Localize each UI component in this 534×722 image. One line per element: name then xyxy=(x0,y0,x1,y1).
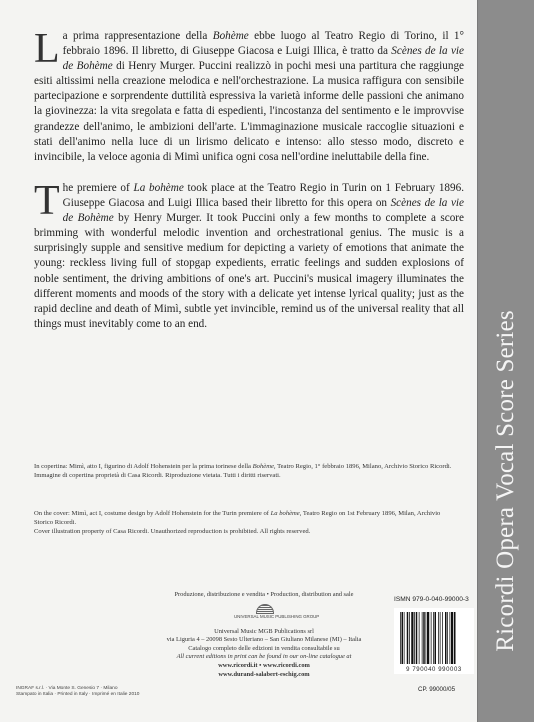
barcode-bar xyxy=(442,612,443,664)
production-info xyxy=(146,591,382,679)
text-segment: On the cover: Mimì, act I, costume design by Adolf Hohenstein for the Turin premiere of xyxy=(34,510,271,517)
barcode-bar xyxy=(422,612,423,664)
source-title: Scènes de la vie de Bohème xyxy=(62,45,464,73)
barcode-digits: 9 790040 990003 xyxy=(406,667,462,673)
company-address: via Liguria 4 – 20098 Sesto Ulteriano – San Giuliano Milanese (MI) – Italia xyxy=(166,636,362,644)
series-title: Ricordi Opera Vocal Score Series xyxy=(492,310,519,652)
barcode-bar xyxy=(454,612,456,664)
opera-title: La bohème xyxy=(133,182,184,194)
text-segment: he premiere of xyxy=(62,182,134,194)
text-segment: ebbe luogo al Teatro Regio di Torino, il 1° febbraio 1896. Il libretto, di Giuseppe Giacosa e Luigi Illica, è tratto da xyxy=(62,30,464,58)
ismn-number: ISMN 979-0-040-99000-3 xyxy=(394,596,469,603)
text-segment: took place at the Teatro Regio in Turin on 1 February 1896. Giuseppe Giacosa and Luigi Illica based their libretto for this opera on xyxy=(62,182,464,210)
barcode-bar xyxy=(419,612,420,664)
printer-info xyxy=(16,686,156,698)
dropcap-en: T xyxy=(34,178,60,224)
opera-title: Bohème xyxy=(252,463,274,470)
barcode-bar xyxy=(423,612,425,664)
catalog-note-it: Catalogo completo delle edizioni in vendita consultabile su xyxy=(188,644,340,652)
barcode-bar xyxy=(407,612,409,664)
barcode-bar xyxy=(440,612,441,664)
catalog-note-en: All current editions in print can be found in our on-line catalogue at xyxy=(176,653,352,661)
barcode-bar xyxy=(450,612,451,664)
barcode-bar xyxy=(426,612,427,664)
printer-address: INGRAF s.r.l. · Via Monte S. Genesio 7 · Milano xyxy=(16,686,118,691)
website-link-durand[interactable]: www.durand-salabert-eschig.com xyxy=(218,670,310,678)
barcode-bar xyxy=(433,612,434,664)
universal-music-logo xyxy=(234,604,320,626)
english-description xyxy=(34,178,464,332)
source-title: Scènes de la vie de Bohème xyxy=(62,197,464,225)
barcode-bar xyxy=(411,612,413,664)
barcode xyxy=(394,608,474,674)
text-segment: by Henry Murger. It took Puccini only a few months to complete a score brimming with wonderful melodic invention and orchestrational genius. The music is a surprisingly supple and sensitive medium for depicting a variety of emotions that animate the young: reckless living full of stopgap expedients, erratic feelings and sudden explosions of noble sentiment, the driving ambitions of one's art. Puccini's musical imagery illuminates the different moments and moods of the story with a delicate yet intense lyrical quality; just as the rapid decline and death of Mimì, subtle yet invincible, remind us of the universal reality that all things must inevitably come to an end. xyxy=(34,212,464,330)
text-segment: In copertina: Mimì, atto I, figurino di Adolf Hohenstein per la prima torinese della xyxy=(34,463,253,470)
website-links[interactable]: www.ricordi.it • www.ricordi.com xyxy=(218,661,310,669)
production-line: Produzione, distribuzione e vendita • Production, distribution and sale xyxy=(174,591,354,598)
globe-icon xyxy=(256,604,274,614)
logo-text: UNIVERSAL MUSIC PUBLISHING GROUP xyxy=(234,613,320,619)
barcode-bar xyxy=(416,612,418,664)
barcode-bar xyxy=(409,612,410,664)
company-name: Universal Music MGB Publications srl xyxy=(214,627,314,635)
barcode-bar xyxy=(438,612,439,664)
barcode-bar xyxy=(404,612,405,664)
barcode-bar xyxy=(451,612,453,664)
barcode-bars xyxy=(394,608,474,666)
barcode-bar xyxy=(427,612,429,664)
dropcap-it: L xyxy=(34,26,60,72)
text-segment: di Henry Murger. Puccini realizzò in pochi mesi una partitura che raggiunge esiti altissimi nella creazione melodica e nell'orchestrazione. La musica raffigura con sensibile partecipazione e sorprendente duttilità espressiva la varietà informe delle passioni che animano la giovinezza: la vita sregolata e fatta di espedienti, l'incostanza del sentimento e le improvvise grandezze dell'animo, le ambizioni dell'arte. L'immaginazione musicale raccoglie situazioni e stati dell'animo nella luce di un lirismo delicato e intenso: allo stesso modo, discreto e invincibile, la veloce agonia di Mimì unifica ogni cosa nell'ordine ineluttabile della fine. xyxy=(34,60,465,163)
barcode-bar xyxy=(431,612,432,664)
barcode-bar xyxy=(402,612,404,664)
cover-credits-it xyxy=(34,462,454,480)
text-segment: , Teatro Regio on 1st February 1896, Milan, Archivio Storico Ricordi. xyxy=(34,510,441,526)
italian-description xyxy=(34,26,465,165)
barcode-bar xyxy=(447,612,448,664)
text-segment: , Teatro Regio, 1° febbraio 1896, Milano, Archivio Storico Ricordi. xyxy=(273,463,452,470)
catalog-number: CP. 99000/05 xyxy=(418,686,456,693)
cover-credits-en xyxy=(34,509,454,536)
text-segment: a prima rappresentazione della xyxy=(62,30,213,42)
barcode-bar xyxy=(414,612,415,664)
copyright-note: Cover illustration property of Casa Ricordi. Unauthorized reproduction is prohibited. All rights reserved. xyxy=(34,528,311,535)
copyright-note: Immagine di copertina proprietà di Casa Ricordi. Riproduzione vietata. Tutti i diritti riservati. xyxy=(34,472,281,479)
printed-in: Stampato in Italia · Printed in Italy · Imprimé en Italie 2010 xyxy=(16,692,140,697)
spine xyxy=(477,0,534,722)
opera-title: Bohème xyxy=(212,30,249,42)
barcode-bar xyxy=(435,612,437,664)
barcode-bar xyxy=(445,612,447,664)
barcode-bar xyxy=(400,612,401,664)
opera-title: La bohème xyxy=(270,510,300,517)
